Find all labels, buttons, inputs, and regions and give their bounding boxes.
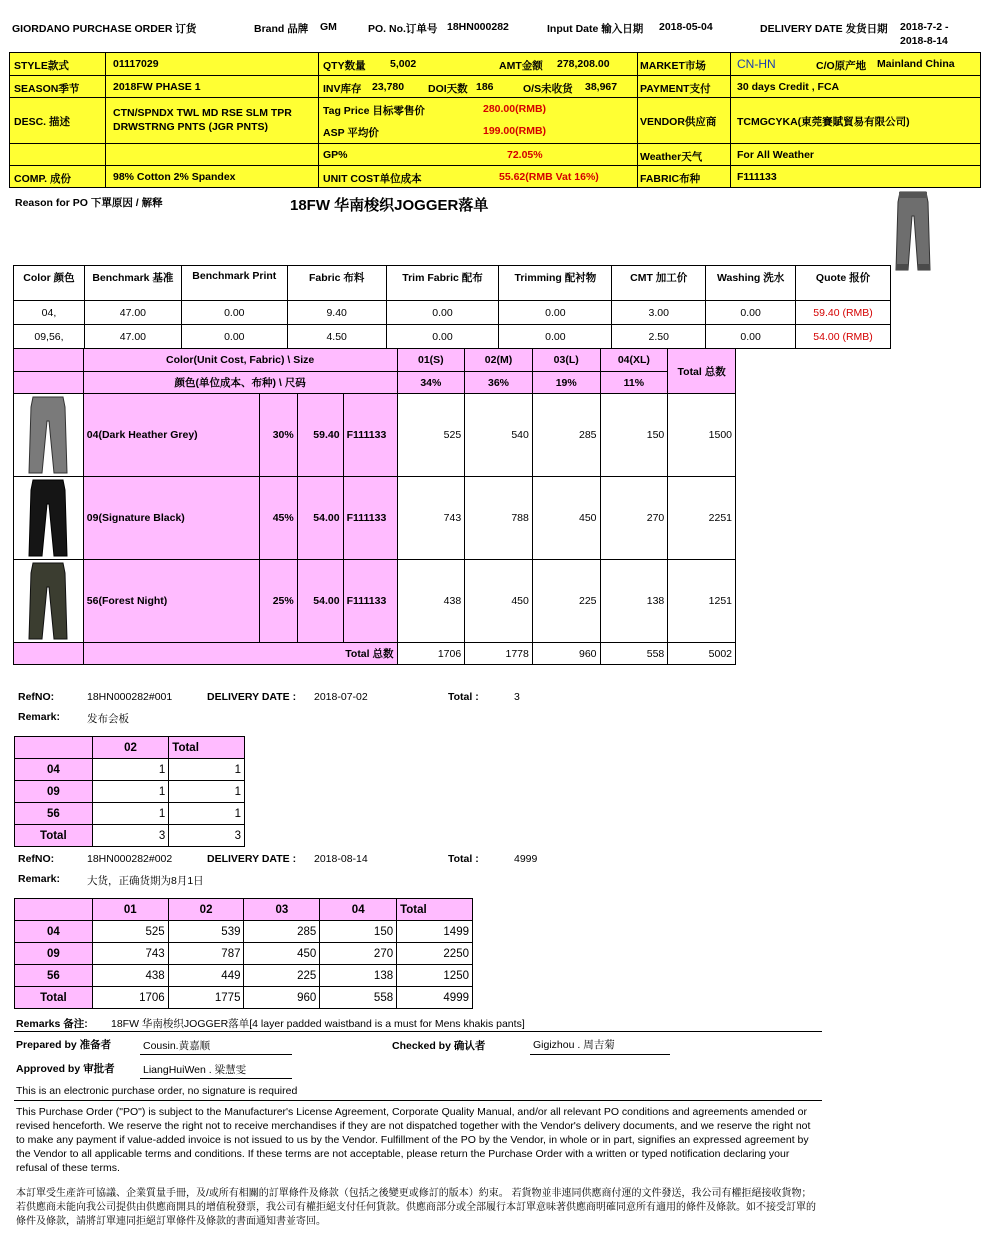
fabric-label: FABRIC布种 xyxy=(640,173,701,185)
amt-label: AMT金额 xyxy=(499,60,543,72)
delivery-2-header-row xyxy=(15,899,473,921)
gp-label: GP% xyxy=(323,149,348,161)
desc-label: DESC. 描述 xyxy=(14,116,71,128)
size-breakdown-table xyxy=(13,348,736,665)
size-total: 1778 xyxy=(465,643,533,665)
delivery-1-color: 04 xyxy=(15,759,93,781)
delivery-2-qty: 539 xyxy=(168,921,244,943)
delivery-date-end: 2018-8-14 xyxy=(900,35,948,47)
doi-label: DOI天数 xyxy=(428,83,468,95)
delivery-2-size-header: 02 xyxy=(168,899,244,921)
quote-cell: 54.00 (RMB) xyxy=(796,325,891,349)
delivery-1-qty-total: 1 xyxy=(169,781,245,803)
delivery-2-table xyxy=(14,898,473,1009)
remarks-value: 18FW 华南梭织JOGGER落单[4 layer padded waistband is a must for Mens khakis pants] xyxy=(111,1018,525,1030)
size-ratio: 19% xyxy=(532,372,600,394)
color-cost: 59.40 xyxy=(297,394,343,477)
delivery-2-color: 09 xyxy=(15,943,93,965)
grand-total: 5002 xyxy=(668,643,736,665)
delivery-2-row xyxy=(15,965,473,987)
size-grid-row xyxy=(14,394,736,477)
color-pct: 45% xyxy=(259,477,297,560)
size-qty: 285 xyxy=(532,394,600,477)
delivery-1-row xyxy=(15,803,245,825)
cost-cell: 0.00 xyxy=(706,325,796,349)
delivery-2-qty: 285 xyxy=(244,921,320,943)
delivery-2-color: 56 xyxy=(15,965,93,987)
cost-header-cell: Benchmark Print xyxy=(181,266,287,301)
delivery-1-header-row xyxy=(15,737,245,759)
delivery-2-size-header: 03 xyxy=(244,899,320,921)
cost-cell: 04, xyxy=(14,301,85,325)
payment-label: PAYMENT支付 xyxy=(640,83,711,95)
pant-swatch-green-icon xyxy=(26,561,70,641)
color-total: 1251 xyxy=(668,560,736,643)
cost-cell: 09,56, xyxy=(14,325,85,349)
size-grid-ratio-row xyxy=(14,372,736,394)
color-swatch-cell xyxy=(14,477,84,560)
size-total: 1706 xyxy=(397,643,465,665)
cost-cell: 0.00 xyxy=(181,301,287,325)
approved-by-label: Approved by 审批者 xyxy=(16,1063,115,1075)
size-ratio: 36% xyxy=(465,372,533,394)
size-qty: 540 xyxy=(465,394,533,477)
cost-cell: 47.00 xyxy=(84,325,181,349)
payment-value: 30 days Credit , FCA xyxy=(737,81,840,93)
color-swatch-cell xyxy=(14,394,84,477)
cost-cell: 9.40 xyxy=(287,301,386,325)
style-label: STYLE款式 xyxy=(14,60,69,72)
delivery-1-total-row xyxy=(15,825,245,847)
color-fabric: F111133 xyxy=(343,560,397,643)
cost-header-cell: CMT 加工价 xyxy=(612,266,706,301)
pant-swatch-grey-icon xyxy=(26,395,70,475)
delivery-1-table xyxy=(14,736,245,847)
size-qty: 138 xyxy=(600,560,668,643)
po-title: GIORDANO PURCHASE ORDER 订货 xyxy=(12,23,197,35)
delivery-2-qty-total: 1499 xyxy=(397,921,473,943)
cost-header-cell: Fabric 布料 xyxy=(287,266,386,301)
vendor-label: VENDOR供应商 xyxy=(640,116,717,128)
color-cost: 54.00 xyxy=(297,477,343,560)
delivery-2-qty: 1775 xyxy=(168,987,244,1009)
asp-label: ASP 平均价 xyxy=(323,127,379,139)
delivery-2-date-value: 2018-08-14 xyxy=(314,853,368,865)
delivery-2-total-header: Total xyxy=(397,899,473,921)
delivery-2-color: 04 xyxy=(15,921,93,943)
color-pct: 25% xyxy=(259,560,297,643)
size-qty: 438 xyxy=(397,560,465,643)
size-qty: 788 xyxy=(465,477,533,560)
size-grid-total-header: Total 总数 xyxy=(668,349,736,394)
size-grid-total-row xyxy=(14,643,736,665)
color-total: 2251 xyxy=(668,477,736,560)
delivery-2-qty: 138 xyxy=(320,965,397,987)
po-number-label: PO. No.订单号 xyxy=(368,23,438,35)
delivery-2-remark-value: 大货，正确货期为8月1日 xyxy=(87,875,204,887)
delivery-2-qty-total: 4999 xyxy=(397,987,473,1009)
delivery-2-total-label: Total : xyxy=(448,853,479,865)
brand-value: GM xyxy=(320,21,337,33)
delivery-2-remark-label: Remark: xyxy=(18,873,61,885)
cost-header-cell: Trim Fabric 配布 xyxy=(386,266,499,301)
outstanding-label: O/S未收货 xyxy=(523,83,573,95)
delivery-1-qty: 3 xyxy=(92,825,169,847)
size-qty: 743 xyxy=(397,477,465,560)
cost-table-header xyxy=(14,266,891,301)
delivery-date-label: DELIVERY DATE 发货日期 xyxy=(760,23,888,35)
input-date-value: 2018-05-04 xyxy=(659,21,713,33)
vendor-value: TCMGCYKA(東莞賽賦貿易有限公司) xyxy=(737,116,910,128)
delivery-2-qty: 525 xyxy=(92,921,168,943)
delivery-2-qty-total: 2250 xyxy=(397,943,473,965)
delivery-2-qty: 960 xyxy=(244,987,320,1009)
size-qty: 150 xyxy=(600,394,668,477)
delivery-1-remark-label: Remark: xyxy=(18,711,61,723)
size-total: 960 xyxy=(532,643,600,665)
cost-cell: 0.00 xyxy=(706,301,796,325)
color-cost: 54.00 xyxy=(297,560,343,643)
delivery-1-qty: 1 xyxy=(92,781,169,803)
qty-value: 5,002 xyxy=(390,58,417,70)
cost-cell: 0.00 xyxy=(499,301,612,325)
delivery-2-color: Total xyxy=(15,987,93,1009)
delivery-2-ref-value: 18HN000282#002 xyxy=(87,853,173,865)
po-number-value: 18HN000282 xyxy=(447,21,509,33)
delivery-1-ref-label: RefNO: xyxy=(18,691,55,703)
checked-by-value: Gigizhou . 周吉菊 xyxy=(533,1039,615,1051)
delivery-date-start: 2018-7-2 - xyxy=(900,21,949,33)
asp-value: 199.00(RMB) xyxy=(483,125,547,137)
cost-header-cell: Washing 洗水 xyxy=(706,266,796,301)
cost-header-cell: Color 颜色 xyxy=(14,266,85,301)
desc-value-line-1: CTN/SPNDX TWL MD RSE SLM TPR xyxy=(113,107,292,119)
reason-label: Reason for PO 下單原因 / 解释 xyxy=(15,197,163,209)
delivery-2-size-header: 04 xyxy=(320,899,397,921)
delivery-2-total-value: 4999 xyxy=(514,853,538,865)
delivery-2-row xyxy=(15,921,473,943)
delivery-2-qty-total: 1250 xyxy=(397,965,473,987)
delivery-2-row xyxy=(15,943,473,965)
terms-english: This Purchase Order ("PO") is subject to the Manufacturer's License Agreement, Corporate Quality Manual, and/or all relevant PO conditions and agreements amended or revised henceforth. We reserve the right not to receive merchandises if they are not dispatched together with the Vendor's delivery documents, and we reserve the right not to make any payment if value-added invoice is not issued to us by the Vendor. Fulfillment of the PO by the Vendor, in whole or in part, signifies an expressed agreement by the Vendor to all applicable terms and conditions. If these terms are not acceptable, please return the Purchase Order with a written or typed notification declaring your refusal of these terms. xyxy=(16,1106,811,1174)
delivery-1-row xyxy=(15,759,245,781)
size-ratio: 11% xyxy=(600,372,668,394)
cost-cell: 4.50 xyxy=(287,325,386,349)
weather-label: Weather天气 xyxy=(640,151,703,163)
cost-cell: 0.00 xyxy=(386,325,499,349)
delivery-2-qty: 558 xyxy=(320,987,397,1009)
delivery-1-qty: 1 xyxy=(92,759,169,781)
size-grid-row xyxy=(14,477,736,560)
cost-header-cell: Quote 报价 xyxy=(796,266,891,301)
product-thumbnail xyxy=(893,190,933,274)
delivery-2-total-row xyxy=(15,987,473,1009)
size-header: 04(XL) xyxy=(600,349,668,372)
fabric-value: F111133 xyxy=(737,171,777,183)
delivery-2-qty: 270 xyxy=(320,943,397,965)
size-qty: 270 xyxy=(600,477,668,560)
delivery-1-color: 56 xyxy=(15,803,93,825)
cost-cell: 0.00 xyxy=(386,301,499,325)
delivery-2-qty: 225 xyxy=(244,965,320,987)
season-label: SEASON季节 xyxy=(14,83,80,95)
delivery-1-remark-value: 发布会板 xyxy=(87,713,129,725)
approved-by-value: LiangHuiWen . 梁慧雯 xyxy=(143,1064,247,1076)
qty-label: QTY数量 xyxy=(323,60,366,72)
tag-price-value: 280.00(RMB) xyxy=(483,103,547,115)
doi-value: 186 xyxy=(476,81,494,93)
cost-header-cell: Trimming 配衬物 xyxy=(499,266,612,301)
color-fabric: F111133 xyxy=(343,477,397,560)
color-name: 04(Dark Heather Grey) xyxy=(83,394,259,477)
brand-label: Brand 品牌 xyxy=(254,23,309,35)
size-header: 01(S) xyxy=(397,349,465,372)
season-value: 2018FW PHASE 1 xyxy=(113,81,201,93)
delivery-1-color: Total xyxy=(15,825,93,847)
delivery-2-qty: 449 xyxy=(168,965,244,987)
delivery-2-qty: 450 xyxy=(244,943,320,965)
outstanding-value: 38,967 xyxy=(585,81,618,93)
inventory-value: 23,780 xyxy=(372,81,405,93)
delivery-1-total-value: 3 xyxy=(514,691,520,703)
cost-cell: 47.00 xyxy=(84,301,181,325)
color-fabric: F111133 xyxy=(343,394,397,477)
checked-by-label: Checked by 确认者 xyxy=(392,1040,486,1052)
quote-cell: 59.40 (RMB) xyxy=(796,301,891,325)
tag-price-label: Tag Price 目标零售价 xyxy=(323,105,425,117)
size-qty: 450 xyxy=(532,477,600,560)
size-qty: 450 xyxy=(465,560,533,643)
delivery-1-qty-total: 3 xyxy=(169,825,245,847)
color-swatch-cell xyxy=(14,560,84,643)
electronic-po-note: This is an electronic purchase order, no signature is required xyxy=(16,1085,298,1097)
color-total: 1500 xyxy=(668,394,736,477)
cost-cell: 0.00 xyxy=(499,325,612,349)
size-header: 03(L) xyxy=(532,349,600,372)
delivery-1-qty-total: 1 xyxy=(169,759,245,781)
cost-table-row xyxy=(14,325,891,349)
delivery-1-date-label: DELIVERY DATE : xyxy=(207,691,297,703)
delivery-1-qty-total: 1 xyxy=(169,803,245,825)
market-label: MARKET市场 xyxy=(640,60,706,72)
grand-total-label: Total 总数 xyxy=(83,643,397,665)
desc-value-line-2: DRWSTRNG PNTS (JGR PNTS) xyxy=(113,121,268,133)
comp-value: 98% Cotton 2% Spandex xyxy=(113,171,236,183)
market-value: CN-HN xyxy=(737,57,776,71)
cost-cell: 0.00 xyxy=(181,325,287,349)
size-grid-header-row xyxy=(14,349,736,372)
gp-value: 72.05% xyxy=(507,149,543,161)
style-value: 01117029 xyxy=(113,58,159,70)
size-qty: 225 xyxy=(532,560,600,643)
size-grid-header-en: Color(Unit Cost, Fabric) \ Size xyxy=(83,349,397,372)
weather-value: For All Weather xyxy=(737,149,815,161)
delivery-1-size-header: 02 xyxy=(92,737,169,759)
inventory-label: INV库存 xyxy=(323,83,362,95)
unit-cost-label: UNIT COST单位成本 xyxy=(323,173,422,185)
delivery-2-qty: 150 xyxy=(320,921,397,943)
delivery-2-size-header: 01 xyxy=(92,899,168,921)
color-name: 56(Forest Night) xyxy=(83,560,259,643)
cost-header-cell: Benchmark 基准 xyxy=(84,266,181,301)
remarks-label: Remarks 备注: xyxy=(16,1018,88,1030)
prepared-by-value: Cousin.黄嘉顺 xyxy=(143,1040,211,1052)
delivery-1-date-value: 2018-07-02 xyxy=(314,691,368,703)
size-grid-row xyxy=(14,560,736,643)
delivery-1-ref-value: 18HN000282#001 xyxy=(87,691,173,703)
delivery-2-qty: 743 xyxy=(92,943,168,965)
po-info-block xyxy=(9,52,981,188)
delivery-2-ref-label: RefNO: xyxy=(18,853,55,865)
delivery-1-total-header: Total xyxy=(169,737,245,759)
cost-table-row xyxy=(14,301,891,325)
delivery-2-date-label: DELIVERY DATE : xyxy=(207,853,297,865)
size-ratio: 34% xyxy=(397,372,465,394)
size-qty: 525 xyxy=(397,394,465,477)
cost-cell: 3.00 xyxy=(612,301,706,325)
size-total: 558 xyxy=(600,643,668,665)
delivery-1-row xyxy=(15,781,245,803)
pant-swatch-black-icon xyxy=(26,478,70,558)
delivery-1-total-label: Total : xyxy=(448,691,479,703)
cost-cell: 2.50 xyxy=(612,325,706,349)
delivery-1-qty: 1 xyxy=(92,803,169,825)
country-origin-label: C/O原产地 xyxy=(816,60,867,72)
delivery-2-qty: 1706 xyxy=(92,987,168,1009)
color-pct: 30% xyxy=(259,394,297,477)
delivery-1-color: 09 xyxy=(15,781,93,803)
order-title: 18FW 华南梭织JOGGER落单 xyxy=(290,197,489,214)
cost-breakdown-table xyxy=(13,265,891,349)
amt-value: 278,208.00 xyxy=(557,58,610,70)
size-header: 02(M) xyxy=(465,349,533,372)
delivery-2-qty: 787 xyxy=(168,943,244,965)
prepared-by-label: Prepared by 准备者 xyxy=(16,1039,112,1051)
input-date-label: Input Date 输入日期 xyxy=(547,23,644,35)
comp-label: COMP. 成份 xyxy=(14,173,71,185)
unit-cost-value: 55.62(RMB Vat 16%) xyxy=(499,171,599,183)
delivery-2-qty: 438 xyxy=(92,965,168,987)
size-grid-header-cn: 颜色(单位成本、布种) \ 尺码 xyxy=(83,372,397,394)
terms-chinese: 本訂單受生產許可協議、企業質量手冊，及/或所有相關的訂單條件及條款（包括之後變更或修訂的版本）約束。 若貨物並非連同供應商付運的文件發送，我公司有權拒絕接收貨物；若供應商未能向我公司提供由供應商開具的增值稅發票，我公司有權拒絕支付任何貨款。供應商部分或全部履行本訂單意味著供應商明確同意所有適用的條件及條款。如不接受訂單的條件及條款，請將訂單連同拒絕訂單條件及條款的書面通知書並寄回。 xyxy=(16,1188,816,1227)
country-origin-value: Mainland China xyxy=(877,58,955,70)
color-name: 09(Signature Black) xyxy=(83,477,259,560)
